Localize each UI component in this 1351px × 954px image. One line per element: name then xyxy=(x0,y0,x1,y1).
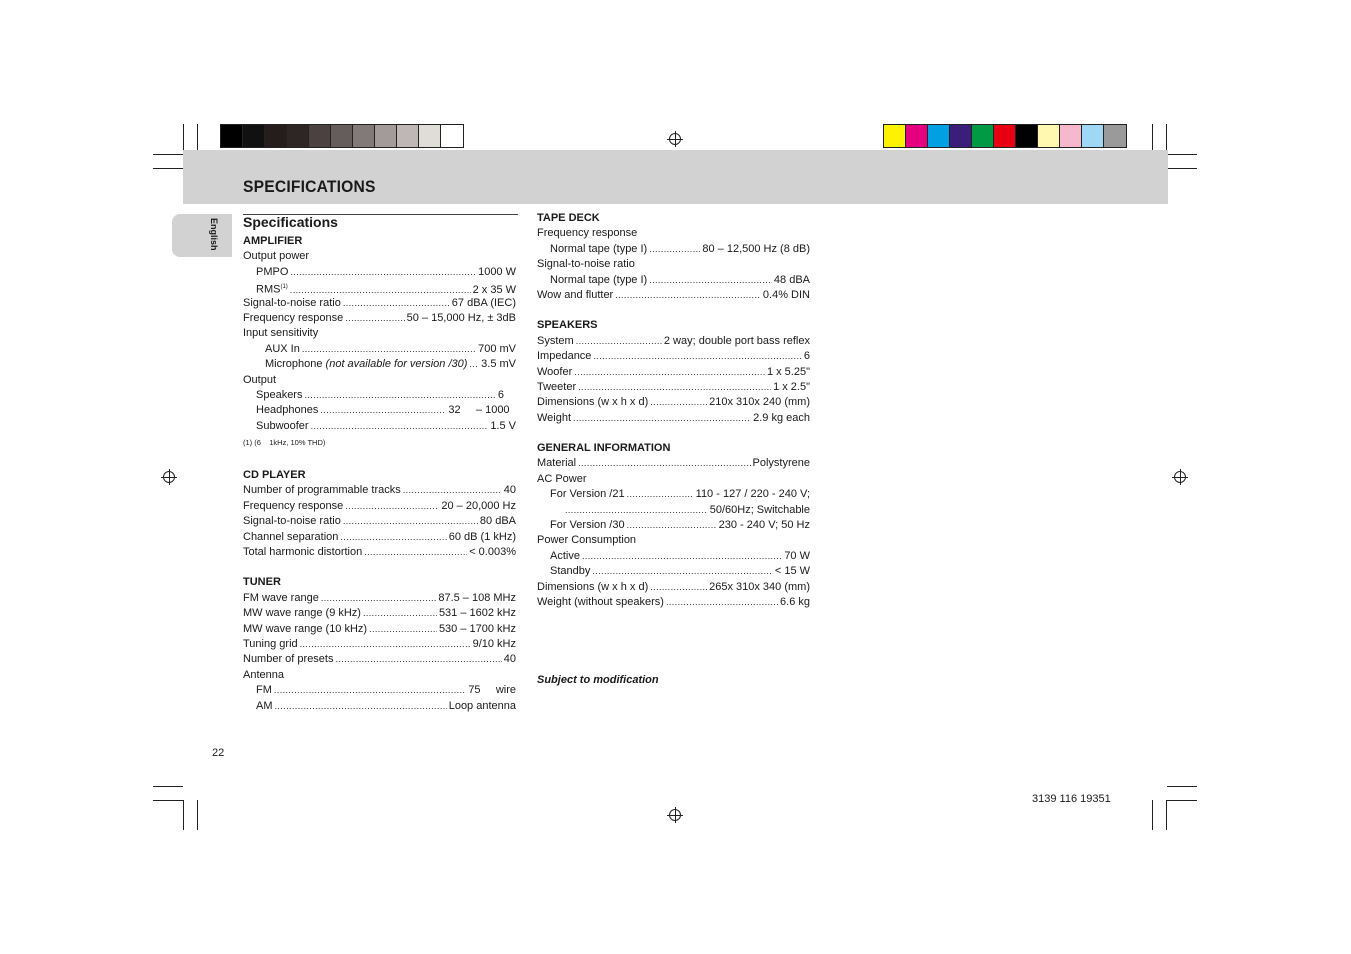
spec-label: AUX In xyxy=(265,342,300,355)
spec-value: 1 x 2.5" xyxy=(773,380,810,393)
spec-row xyxy=(243,483,516,498)
color-swatch xyxy=(884,125,906,147)
color-swatch xyxy=(375,125,397,147)
spec-label: Woofer xyxy=(537,365,573,378)
leader-dots xyxy=(311,419,489,434)
spec-row xyxy=(537,380,810,395)
spec-value: 70 W xyxy=(784,549,810,562)
spec-value: 2 x 35 W xyxy=(472,283,516,296)
leader-dots xyxy=(627,487,694,502)
spec-row xyxy=(243,545,516,560)
spec-value: 80 dBA xyxy=(479,515,516,528)
spec-label: Material xyxy=(537,457,577,470)
color-swatch xyxy=(243,125,265,147)
color-swatch xyxy=(972,125,994,147)
spec-label: MW wave range (10 kHz) xyxy=(243,622,368,635)
spec-row xyxy=(243,499,516,514)
color-swatch xyxy=(1016,125,1038,147)
leader-dots xyxy=(649,273,772,288)
leader-dots xyxy=(363,606,437,621)
leader-dots xyxy=(592,564,772,579)
spec-label: Subwoofer xyxy=(256,419,309,432)
crop-mark xyxy=(1167,154,1197,155)
spec-label: Impedance xyxy=(537,350,592,363)
spec-row xyxy=(243,265,516,280)
spec-label: FM wave range xyxy=(243,591,319,604)
spec-value: < 15 W xyxy=(774,565,810,578)
spec-row xyxy=(243,403,516,418)
color-swatch xyxy=(1104,125,1126,147)
subject-to-modification-note: Subject to modification xyxy=(537,674,659,686)
crop-mark xyxy=(153,154,183,155)
spec-value: 1.5 V xyxy=(490,419,516,432)
spec-value: 40 xyxy=(503,653,516,666)
spec-label: For Version /21 xyxy=(550,488,625,501)
spec-value: 50/60Hz; Switchable xyxy=(709,503,810,516)
color-swatch xyxy=(994,125,1016,147)
grayscale-color-bar xyxy=(220,124,464,148)
document-code: 3139 116 19351 xyxy=(1032,793,1111,805)
spec-value: 110 - 127 / 220 - 240 V; xyxy=(695,488,810,501)
spec-label: Wow and flutter xyxy=(537,288,614,301)
spec-label: Number of presets xyxy=(243,653,334,666)
spec-label: Signal-to-noise ratio xyxy=(243,296,341,309)
spec-row xyxy=(537,334,810,349)
spec-value: 265x 310x 340 (mm) xyxy=(709,580,810,593)
crop-mark xyxy=(153,168,183,169)
spec-value: 530 – 1700 kHz xyxy=(438,622,516,635)
spec-row xyxy=(537,503,810,518)
color-swatch xyxy=(309,125,331,147)
tuner-specs xyxy=(243,591,516,668)
language-tab-label: English xyxy=(209,218,219,251)
spec-row xyxy=(243,280,516,295)
spec-label: Tuning grid xyxy=(243,637,298,650)
spec-value: 80 – 12,500 Hz (8 dB) xyxy=(702,242,810,255)
spec-label: AC Power xyxy=(537,472,587,485)
leader-dots xyxy=(369,622,437,637)
spec-value: 6.6 kg xyxy=(780,595,810,608)
spec-label: Input sensitivity xyxy=(243,327,319,340)
color-swatch xyxy=(441,125,463,147)
footnote: (1) (6 1kHz, 10% THD) xyxy=(243,438,326,448)
spec-label: Tweeter xyxy=(537,380,577,393)
leader-dots xyxy=(274,683,466,698)
spec-row xyxy=(537,273,810,288)
spec-row xyxy=(243,591,516,606)
leader-dots xyxy=(649,242,700,257)
spec-label: FM xyxy=(256,684,272,697)
spec-label: Microphone (not available for version /30) xyxy=(265,358,468,371)
crop-mark xyxy=(1167,786,1197,787)
spec-label: For Version /30 xyxy=(550,519,625,532)
leader-dots xyxy=(343,296,450,311)
spec-value: 210x 310x 240 (mm) xyxy=(709,396,810,409)
spec-row xyxy=(537,487,810,502)
spec-label: System xyxy=(537,334,574,347)
spec-row xyxy=(537,349,810,364)
leader-dots xyxy=(343,514,478,529)
spec-value: 9/10 kHz xyxy=(472,637,516,650)
spec-row xyxy=(243,637,516,652)
crop-mark xyxy=(183,800,184,830)
spec-label: MW wave range (9 kHz) xyxy=(243,607,361,620)
leader-dots xyxy=(650,580,707,595)
spec-value: 6 xyxy=(803,350,810,363)
leader-dots xyxy=(290,265,476,280)
leader-dots xyxy=(321,591,437,606)
leader-dots xyxy=(582,549,782,564)
spec-value: Loop antenna xyxy=(448,699,516,712)
spec-label: Output xyxy=(243,373,277,386)
spec-row xyxy=(537,411,810,426)
spec-value: 0.4% DIN xyxy=(762,288,810,301)
leader-dots xyxy=(573,411,751,426)
spec-row xyxy=(537,564,810,579)
spec-row xyxy=(243,683,516,698)
spec-row xyxy=(243,357,516,372)
spec-value: 20 – 20,000 Hz xyxy=(441,499,516,512)
page-number: 22 xyxy=(212,747,225,759)
spec-label: Dimensions (w x h x d) xyxy=(537,396,649,409)
spec-label: PMPO xyxy=(256,265,289,278)
spec-value: 32 – 1000 xyxy=(448,404,510,417)
speaker-specs xyxy=(537,334,810,426)
amplifier-heading: AMPLIFIER xyxy=(243,235,303,247)
spec-row xyxy=(537,288,810,303)
section-title: Specifications xyxy=(243,214,338,230)
color-swatch xyxy=(1038,125,1060,147)
crop-mark xyxy=(197,800,198,830)
spec-label: Active xyxy=(550,549,580,562)
spec-note: (not available for version /30) xyxy=(325,358,468,371)
crop-mark xyxy=(153,800,183,801)
registration-mark-icon xyxy=(1172,469,1188,485)
leader-dots xyxy=(403,483,502,498)
spec-value: 2 way; double port bass reflex xyxy=(663,334,810,347)
crop-mark xyxy=(153,786,183,787)
spec-row xyxy=(537,395,810,410)
spec-row xyxy=(243,514,516,529)
crop-mark xyxy=(1167,800,1197,801)
leader-dots xyxy=(565,503,708,518)
spec-label: Frequency response xyxy=(243,311,344,324)
color-swatch xyxy=(353,125,375,147)
color-swatch xyxy=(1060,125,1082,147)
color-swatch xyxy=(287,125,309,147)
color-swatch xyxy=(397,125,419,147)
leader-dots xyxy=(275,699,447,714)
spec-value: 700 mV xyxy=(478,342,516,355)
leader-dots xyxy=(335,652,501,667)
spec-value: 75 wire xyxy=(468,684,516,697)
spec-row xyxy=(537,456,810,471)
registration-mark-icon xyxy=(667,131,683,147)
leader-dots xyxy=(578,456,750,471)
spec-label: Standby xyxy=(550,565,591,578)
leader-dots xyxy=(302,342,476,357)
spec-value: 40 xyxy=(503,484,516,497)
spec-label: Normal tape (type I) xyxy=(550,242,648,255)
leader-dots xyxy=(578,380,771,395)
spec-value: 87.5 – 108 MHz xyxy=(438,591,516,604)
leader-dots xyxy=(627,518,717,533)
leader-dots xyxy=(469,357,479,372)
spec-label: Weight xyxy=(537,411,572,424)
color-swatch xyxy=(265,125,287,147)
spec-label: Dimensions (w x h x d) xyxy=(537,580,649,593)
process-color-bar xyxy=(883,124,1127,148)
spec-label: Antenna xyxy=(243,668,284,681)
leader-dots xyxy=(576,334,662,349)
spec-label: Channel separation xyxy=(243,530,339,543)
color-swatch xyxy=(950,125,972,147)
spec-label: Speakers xyxy=(256,388,303,401)
spec-row xyxy=(243,419,516,434)
spec-row xyxy=(243,622,516,637)
leader-dots xyxy=(574,365,765,380)
leader-dots xyxy=(320,403,446,418)
crop-mark xyxy=(1152,800,1153,830)
spec-label: RMS$^{(1)}$ xyxy=(256,283,288,296)
spec-row xyxy=(537,518,810,533)
registration-mark-icon xyxy=(161,469,177,485)
color-swatch xyxy=(928,125,950,147)
spec-value: Polystyrene xyxy=(752,457,810,470)
leader-dots xyxy=(304,388,495,403)
spec-value: 6 xyxy=(497,388,504,401)
spec-label: AM xyxy=(256,699,273,712)
spec-row xyxy=(243,699,516,714)
spec-row xyxy=(537,595,810,610)
spec-row xyxy=(537,580,810,595)
spec-label: Signal-to-noise ratio xyxy=(243,515,341,528)
spec-label: Total harmonic distortion xyxy=(243,546,363,559)
leader-dots xyxy=(666,595,778,610)
spec-row xyxy=(243,311,516,326)
speakers-heading: SPEAKERS xyxy=(537,319,598,332)
spec-row xyxy=(243,606,516,621)
spec-value: 2.9 kg each xyxy=(753,411,810,424)
spec-label: Weight (without speakers) xyxy=(537,595,664,608)
registration-mark-icon xyxy=(667,807,683,823)
spec-row xyxy=(537,365,810,380)
spec-label: Normal tape (type I) xyxy=(550,273,648,286)
spec-row xyxy=(243,296,516,311)
language-tab xyxy=(172,214,232,257)
spec-value: 67 dBA (IEC) xyxy=(451,296,516,309)
leader-dots xyxy=(340,530,446,545)
leader-dots xyxy=(300,637,471,652)
leader-dots xyxy=(345,499,439,514)
leader-dots xyxy=(593,349,801,364)
color-swatch xyxy=(331,125,353,147)
spec-value: 48 dBA xyxy=(773,273,810,286)
crop-mark xyxy=(1167,168,1197,169)
spec-row xyxy=(243,388,516,403)
color-swatch xyxy=(1082,125,1104,147)
spec-value: < 0.003% xyxy=(469,546,516,559)
spec-value: 50 – 15,000 Hz, ± 3dB xyxy=(406,311,516,324)
leader-dots xyxy=(615,288,761,303)
spec-row xyxy=(243,652,516,667)
spec-value: 1 x 5.25" xyxy=(766,365,810,378)
general-info-heading: GENERAL INFORMATION xyxy=(537,442,671,455)
cd-player-specs xyxy=(243,483,516,560)
color-swatch xyxy=(906,125,928,147)
leader-dots xyxy=(650,395,707,410)
leader-dots xyxy=(364,545,467,560)
spec-value: 3.5 mV xyxy=(481,358,516,371)
spec-row xyxy=(243,530,516,545)
spec-value: 1000 W xyxy=(478,265,516,278)
spec-value: 230 - 240 V; 50 Hz xyxy=(718,519,810,532)
spec-row xyxy=(537,242,810,257)
tape-deck-heading: TAPE DECK xyxy=(537,212,600,224)
right-column xyxy=(537,211,810,610)
spec-label: Frequency response xyxy=(243,499,344,512)
spec-value: 531 – 1602 kHz xyxy=(438,607,516,620)
tuner-heading: TUNER xyxy=(243,576,281,589)
crop-mark xyxy=(1166,800,1167,830)
page-title: SPECIFICATIONS xyxy=(243,177,376,196)
spec-label: Headphones xyxy=(256,404,319,417)
left-column xyxy=(243,215,516,714)
spec-label: Power Consumption xyxy=(537,534,637,547)
leader-dots xyxy=(345,311,404,326)
spec-label: Signal-to-noise ratio xyxy=(537,258,635,271)
color-swatch xyxy=(419,125,441,147)
color-swatch xyxy=(221,125,243,147)
spec-label: Number of programmable tracks xyxy=(243,484,401,497)
cd-player-heading: CD PLAYER xyxy=(243,469,306,482)
spec-value: 60 dB (1 kHz) xyxy=(448,530,516,543)
spec-label: Frequency response xyxy=(537,227,638,240)
spec-label: Output power xyxy=(243,250,310,263)
spec-row xyxy=(537,549,810,564)
spec-row xyxy=(243,342,516,357)
